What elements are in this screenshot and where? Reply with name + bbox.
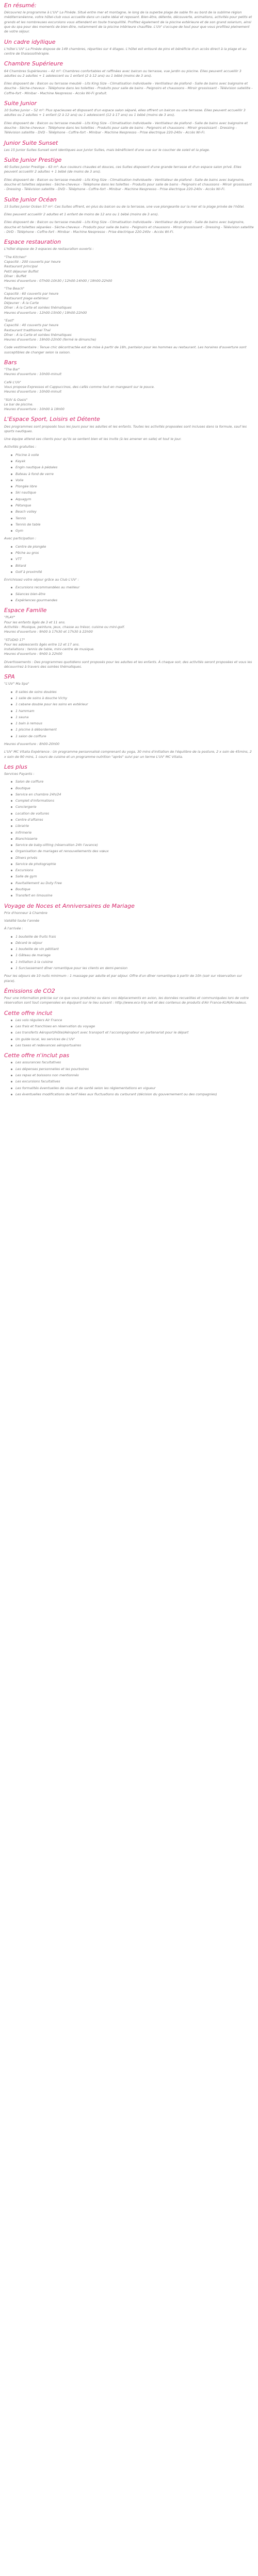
section-heading-espace-famille: Espace Famille xyxy=(4,607,47,614)
section-heading-suite-junior-ocean: Suite Junior Océan xyxy=(4,196,57,203)
list-item: 8 salles de soins doubles xyxy=(15,690,254,694)
list-item: Centre de plongée xyxy=(15,545,254,549)
list-item: Tennis xyxy=(15,516,254,521)
list-item: 1 Gâteau de mariage xyxy=(15,953,254,958)
list-item: Service de baby-sitting (réservation 24h l'avance) xyxy=(15,843,254,848)
info-block xyxy=(4,615,254,634)
info-line: Activités : Musique, peinture, jeux, chasse au trésor, cuisine ou mini-golf. xyxy=(4,624,125,629)
list-item: Décoré le séjour xyxy=(15,941,254,945)
paragraph: Elles peuvent accueillir 2 adultes et 1 enfant de moins de 12 ans ou 1 bébé (moins de 3 ans). xyxy=(4,212,159,217)
info-line: Pour les enfants âgés de 3 et 11 ans. xyxy=(4,620,66,624)
section-heading-les-plus: Les plus xyxy=(4,763,27,770)
list-item: Boutique xyxy=(15,786,254,791)
paragraph: Activités gratuites : xyxy=(4,445,37,449)
paragraph: Avec participation : xyxy=(4,536,37,541)
info-line: Le bar de piscine. xyxy=(4,402,34,406)
bullet-list xyxy=(4,585,254,603)
paragraph: Divertissements : Des programmes quotidiens sont proposés pour les adultes et les enfants. À chaque soir, des activités seront proposées et vous les découvrirez à travers des soirées thématiques. xyxy=(4,659,252,669)
info-block xyxy=(4,367,254,377)
bullet-list xyxy=(4,1018,254,1048)
info-line: Dîner : Buffet xyxy=(4,274,27,278)
paragraph: Elles disposent de : Balcon ou terrasse meublé - Lits King Size - Climatisation individuelle - Ventilateur de plafond - Salle de bains avec baignoire, douche et toilettes séparées - Sèche-cheveux - Téléphone dans les toilettes - Produits pour salle de bains - Peignoirs et chaussons - Miroir grossissant - Dressing - Télévision satellite - DVD - Téléphone - Coffre-fort - Minibar - Machine Nespresso - Prise électrique 220-240v - Accès Wi-Fi. xyxy=(4,177,252,192)
list-item: Séances bien-être xyxy=(15,592,254,597)
section-heading-chambre-superieure: Chambre Supérieure xyxy=(4,60,63,67)
section-heading-junior-suite-sunset: Junior Suite Sunset xyxy=(4,139,58,146)
bullet-list xyxy=(4,545,254,574)
list-item: Location de voitures xyxy=(15,811,254,816)
paragraph: Elles disposent de : Balcon ou terrasse meublé - Lits King Size - Climatisation individuelle - Ventilateur de plafond - Salle de bains avec baignoire, douche et toilettes séparées - Sèche-cheveux - Produits pour salle de bains - Peignoirs et chaussons - Miroir grossissant - Dressing - Télévision satellite - DVD - Téléphone - Coffre-fort - Minibar - Machine Nespresso - Prise électrique 220-240v - Accès Wi-Fi. xyxy=(4,220,254,234)
info-line: Déjeuner : À la Carte xyxy=(4,301,39,306)
list-item: 1 bain à remous xyxy=(15,721,254,726)
list-item: Bateau à fond de verre xyxy=(15,472,254,477)
bullet-list xyxy=(4,779,254,898)
paragraph: Découvrez le programme à L'UV' La Pinède. Situé entre mer et montagne, le long de la superbe plage de sable fin au bord de la sublime région méditerranéenne, votre hôtel-club vous accueille dans un cadre idéal et reposant. Bien-être, détente, découverte, animations, activités pour petits et grands et les nombreuses excursions vous attendent en toute tranquillité. Profitez également de la piscine extérieure et de son grand solarium, ainsi que du spa pour des moments de bien-être, notamment de la piscine intérieure chauffée. L'UV' s'occupe de tout pour que vous profitiez pleinement de votre séjour. xyxy=(4,10,252,34)
paragraph: Enrichissez votre séjour grâce au Club L'UV' : xyxy=(4,578,79,582)
paragraph: Elles disposent de : Balcon ou terrasse meublé - Lits King Size - Climatisation individuelle - Ventilateur de plafond - Salle de bains avec baignoire et douche - Sèche-cheveux - Téléphone dans les toilettes - Produits pour salle de bains - Peignoirs et chaussons - Miroir grossissant - Dressing - Télévision satellite - DVD - Téléphone - Coffre-fort - Minibar - Machine Nespresso - Prise électrique 220-240v - Accès Wi-Fi. xyxy=(4,121,248,135)
section-heading-bars: Bars xyxy=(4,359,17,366)
list-item: Librairie xyxy=(15,824,254,828)
list-item: Salon de coiffure xyxy=(15,779,254,784)
info-line: Vous propose Expressos et Cappuccinos, des cafés comme tout en mangeant sur le pouce. xyxy=(4,385,155,389)
info-line: Heures d'ouverture : 12h00-15h00 / 19h00-22h00 xyxy=(4,310,87,315)
paragraph: L'hôtel dispose de 3 espaces de restauration ouverts : xyxy=(4,247,94,251)
bullet-list xyxy=(4,935,254,971)
info-line: Capacité : 60 couverts par heure xyxy=(4,291,59,296)
section-heading-suite-junior-prestige: Suite Junior Prestige xyxy=(4,157,62,163)
section-heading-cette-offre-inclut: Cette offre inclut xyxy=(4,1009,53,1016)
paragraph: Elles disposent de : Balcon ou terrasse meublé - Lits King Size - Climatisation individuelle - Ventilateur de plafond - Salle de bains avec baignoire et douche - Sèche-cheveux - Téléphone dans les toilettes - Produits pour salle de bains - Peignoirs et chaussons - Miroir grossissant - Télévision satellite - Coffre-fort - Minibar - Machine Nespresso - Accès Wi-Fi gratuit. xyxy=(4,81,253,95)
list-item: Pétanque xyxy=(15,503,254,508)
list-item: Salle de gym xyxy=(15,874,254,879)
info-block xyxy=(4,638,254,657)
paragraph: Services Payants : xyxy=(4,771,35,776)
list-item: Les dépenses personnelles et les pourboires xyxy=(15,1067,254,1072)
list-item: Les transferts Aéroport/Hôtel/Aéroport avec transport et l'accompagnateur en partenariat pour le départ xyxy=(15,1030,254,1035)
paragraph: Pour une information précise sur ce que vous produirez ou dans vos déplacements en avion, les données recueillies et communiquées lors de votre réservation sont tout compensées en équipant sur le lieu suivant : http://www.eco-trip.net et des contenus de produits d'Air France-KLM/Amadeus. xyxy=(4,996,249,1005)
list-item: Organisation de mariages et renouvellements des vœux xyxy=(15,849,254,854)
list-item: Transfert en limousine xyxy=(15,893,254,898)
section-heading-un-cadre-idyllique: Un cadre idyllique xyxy=(4,38,56,45)
list-item: Blanchisserie xyxy=(15,837,254,841)
paragraph: Une équipe attend ses clients pour qu'ils se sentent bien et les invite (à les amener en salle) et tout le jour. xyxy=(4,437,182,442)
list-item: 1 initiation à la cuisine xyxy=(15,960,254,964)
list-item: Un guide local, les services de L'UV' xyxy=(15,1037,254,1042)
paragraph: "L'UV" Ma Spa" xyxy=(4,682,29,686)
paragraph: Prix d'honneur à Chambre xyxy=(4,910,47,915)
list-item: Les excursions facultatives xyxy=(15,1079,254,1084)
list-item: Golf à proximité xyxy=(15,570,254,574)
paragraph: Pour les séjours de 10 nuits minimum : 1 massage par adulte et par séjour. Offre d'un dîner romantique à partir de 10h (soir sur réservation sur place). xyxy=(4,974,243,983)
paragraph: Heures d'ouverture : 8h00-20h00 xyxy=(4,741,60,746)
list-item: Expériences gourmandes xyxy=(15,598,254,603)
list-item: Billard xyxy=(15,564,254,568)
info-line: Petit déjeuner Buffet xyxy=(4,269,39,274)
list-item: Excursions xyxy=(15,868,254,873)
list-item: 1 piscine à débordement xyxy=(15,727,254,732)
paragraph: 40 Suites Junior Prestige – 63 m²: Aux couleurs chaudes et douces, ces Suites disposent d'une grande terrasse et d'un espace salon privé. Elles peuvent accueillir 2 adultes + 1 bébé (de moins de 3 ans). xyxy=(4,165,241,174)
info-line: "The Kitchen" xyxy=(4,255,27,259)
info-line: Restaurant principal xyxy=(4,264,38,269)
list-item: 1 bouteille de vin pétillant xyxy=(15,947,254,952)
list-item: Les assurances facultatives xyxy=(15,1060,254,1065)
list-item: Service de photographie xyxy=(15,862,254,867)
list-item: Infirmerie xyxy=(15,831,254,835)
list-item: Voile xyxy=(15,478,254,483)
bullet-list xyxy=(4,690,254,739)
info-line: Installations : tennis de table, mini-centre de musique. xyxy=(4,647,95,652)
list-item: VTT xyxy=(15,557,254,562)
paragraph: 15 Suites Junior Océan 57 m²: Ces Suites offrent, en plus du balcon ou de la terrasse, une vue plongeante sur la mer et la plage privée de l'hôtel. xyxy=(4,204,245,209)
list-item: Aquagym xyxy=(15,497,254,502)
section-heading-spa: SPA xyxy=(4,673,15,681)
list-item: Plongée libre xyxy=(15,484,254,489)
list-item: Service en chambre 24h/24 xyxy=(15,792,254,797)
info-block xyxy=(4,380,254,395)
info-line: "SUV & Oasis" xyxy=(4,397,28,402)
info-line: Restaurant plage extérieur xyxy=(4,296,49,300)
list-item: Ski nautique xyxy=(15,490,254,495)
info-block xyxy=(4,398,254,412)
paragraph: Validité toute l'année xyxy=(4,919,40,923)
info-block xyxy=(4,255,254,284)
section-heading-l-espace-sport-loisirs-et-detente: L'Espace Sport, Loisirs et Détente xyxy=(4,416,100,423)
list-item: 1 Surclassement dîner romantique pour les clients en demi-pension xyxy=(15,966,254,971)
info-line: Dîner : À la Carte et soirées thématiques xyxy=(4,332,72,337)
list-item: Dîners privés xyxy=(15,856,254,860)
section-heading-voyage-de-noces-et-anniversaires-de-mari: Voyage de Noces et Anniversaires de Mariage xyxy=(4,902,135,909)
list-item: Piscine à voile xyxy=(15,453,254,457)
info-line: Capacité : 40 couverts par heure xyxy=(4,323,59,328)
list-item: Les vols réguliers Air France xyxy=(15,1018,254,1023)
section-heading-emissions-de-co2: Émissions de CO2 xyxy=(4,987,55,994)
list-item: 1 sauna xyxy=(15,715,254,720)
info-line: Heures d'ouverture : 19h00-22h00 (fermé le dimanche) xyxy=(4,337,96,342)
list-item: Les frais et franchises en réservation du voyage xyxy=(15,1024,254,1029)
list-item: Kayak xyxy=(15,459,254,464)
list-item: Excursions recommandées au meilleur xyxy=(15,585,254,590)
info-line: Heures d'ouverture : 10h00-minuit xyxy=(4,372,62,377)
section-heading-espace-restauration: Espace restauration xyxy=(4,239,61,246)
list-item: Pêche au gros xyxy=(15,551,254,555)
paragraph: Des programmes sont proposés tous les jours pour les adultes et les enfants. Toutes les activités proposées sont incluses dans la formule, sauf les sports nautiques. xyxy=(4,424,247,433)
info-line: Heures d'ouverture : 9h00 à 22h00 xyxy=(4,652,62,656)
info-line: "PLAY" xyxy=(4,615,15,620)
info-line: Heures d'ouverture : 10h00-minuit xyxy=(4,389,62,394)
list-item: Complet d'informations xyxy=(15,799,254,803)
info-line: "The Beach" xyxy=(4,286,25,291)
list-item: Les taxes et redevances aéroportuaires xyxy=(15,1043,254,1048)
info-line: "STUDIO 17" xyxy=(4,637,25,642)
list-item: Les éventuelles modifications de tarif liées aux fluctuations du carburant (décision du gouvernement ou des compagnies) xyxy=(15,1092,254,1097)
info-line: "East" xyxy=(4,318,14,323)
paragraph: 10 Suites Junior – 52 m²: Plus spacieuses et disposant d'un espace salon séparé, elles offrent un balcon ou une terrasse. Elles peuvent accueillir 3 adultes ou 2 adultes + 1 enfant (2 à 12 ans) ou 1 adolescent (12 à 17 ans) ou 1 bébé (moins de 3 ans). xyxy=(4,108,246,117)
list-item: Conciergerie xyxy=(15,805,254,809)
paragraph: L'hôtel L'UV' La Pinède dispose de 149 chambres, réparties sur 4 étages. L'hôtel est entouré de pins et bénéficie d'un accès direct à la plage et au centre de thalassothérapie. xyxy=(4,46,247,56)
offer-document xyxy=(0,0,258,1097)
list-item: Les formalités éventuelles de visas et de santé selon les réglementations en vigueur xyxy=(15,1086,254,1091)
paragraph: 64 Chambres Supérieures – 42 m²: Chambres confortables et raffinées avec balcon ou terrasse, vue jardin ou piscine. Elles peuvent accueillir 3 adultes ou 2 adultes + 1 adolescent ou 1 enfant (2 à 12 ans) ou 1 bébé (moins de 3 ans). xyxy=(4,69,241,78)
info-block xyxy=(4,286,254,315)
list-item: Centre d'affaires xyxy=(15,818,254,822)
bullet-list xyxy=(4,1060,254,1097)
info-line: Capacité : 200 couverts par heure xyxy=(4,259,61,264)
paragraph: À l'arrivée : xyxy=(4,926,23,931)
paragraph: Code vestimentaire : Tenue chic décontractée est de mise à partir de 18h, pantalon pour les hommes au restaurant. Les horaires d'ouverture sont susceptibles de changer selon la saison. xyxy=(4,345,247,354)
list-item: 1 bouteille de fruits frais xyxy=(15,935,254,939)
list-item: 1 hammam xyxy=(15,709,254,714)
list-item: 1 cabane double pour les soins en extérieur xyxy=(15,702,254,707)
section-heading-en-resume: En résumé: xyxy=(4,2,37,9)
list-item: Boutique xyxy=(15,887,254,892)
list-item: Ravitaillement au Duty Free xyxy=(15,881,254,886)
bullet-list xyxy=(4,453,254,534)
list-item: Gym xyxy=(15,529,254,533)
list-item: Beach volley xyxy=(15,510,254,514)
list-item: Les repas et boissons non mentionnés xyxy=(15,1073,254,1078)
info-line: Pour les adolescents âgés entre 12 et 17 ans. xyxy=(4,642,80,647)
paragraph: L'UV' MC Vitalia Expérience : Un programme personnalisé comprenant du yoga, 30 mins d'initiation de l'équilibre de la posture, 2 x soin de 45mins, 2 x soin de 90 mins, 1 cours de cuisine et un programme nutrition "après" suivi par un terme L'UV' MC Vitalia. xyxy=(4,750,252,759)
section-heading-suite-junior: Suite Junior xyxy=(4,99,37,107)
list-item: 1 salon de coiffure xyxy=(15,734,254,739)
info-line: Restaurant traditionnel Thaï xyxy=(4,328,51,332)
info-block xyxy=(4,318,254,342)
info-line: Heures d'ouverture : 07h00-10h30 / 12h00-14h00 / 19h00-22h00 xyxy=(4,279,112,283)
info-line: Café L'UV' xyxy=(4,380,21,384)
list-item: Engin nautique à pédales xyxy=(15,465,254,470)
info-line: Dîner : À la Carte et soirées thématiques xyxy=(4,306,72,310)
info-line: Heures d'ouverture : 9h00 à 17h30 et 17h30 à 22h00 xyxy=(4,630,93,634)
paragraph: Les 15 Junior Suites Sunset sont identiques aux Junior Suites, mais bénéficient d'une vue sur le coucher de soleil et la plage. xyxy=(4,147,210,152)
info-line: Heures d'ouverture : 10h00 à 19h00 xyxy=(4,407,64,412)
list-item: Tennis de table xyxy=(15,522,254,527)
info-line: "The Bar" xyxy=(4,367,20,372)
list-item: 1 salle de soins à douche Vichy xyxy=(15,696,254,701)
section-heading-cette-offre-n-inclut-pas: Cette offre n'inclut pas xyxy=(4,1052,70,1059)
